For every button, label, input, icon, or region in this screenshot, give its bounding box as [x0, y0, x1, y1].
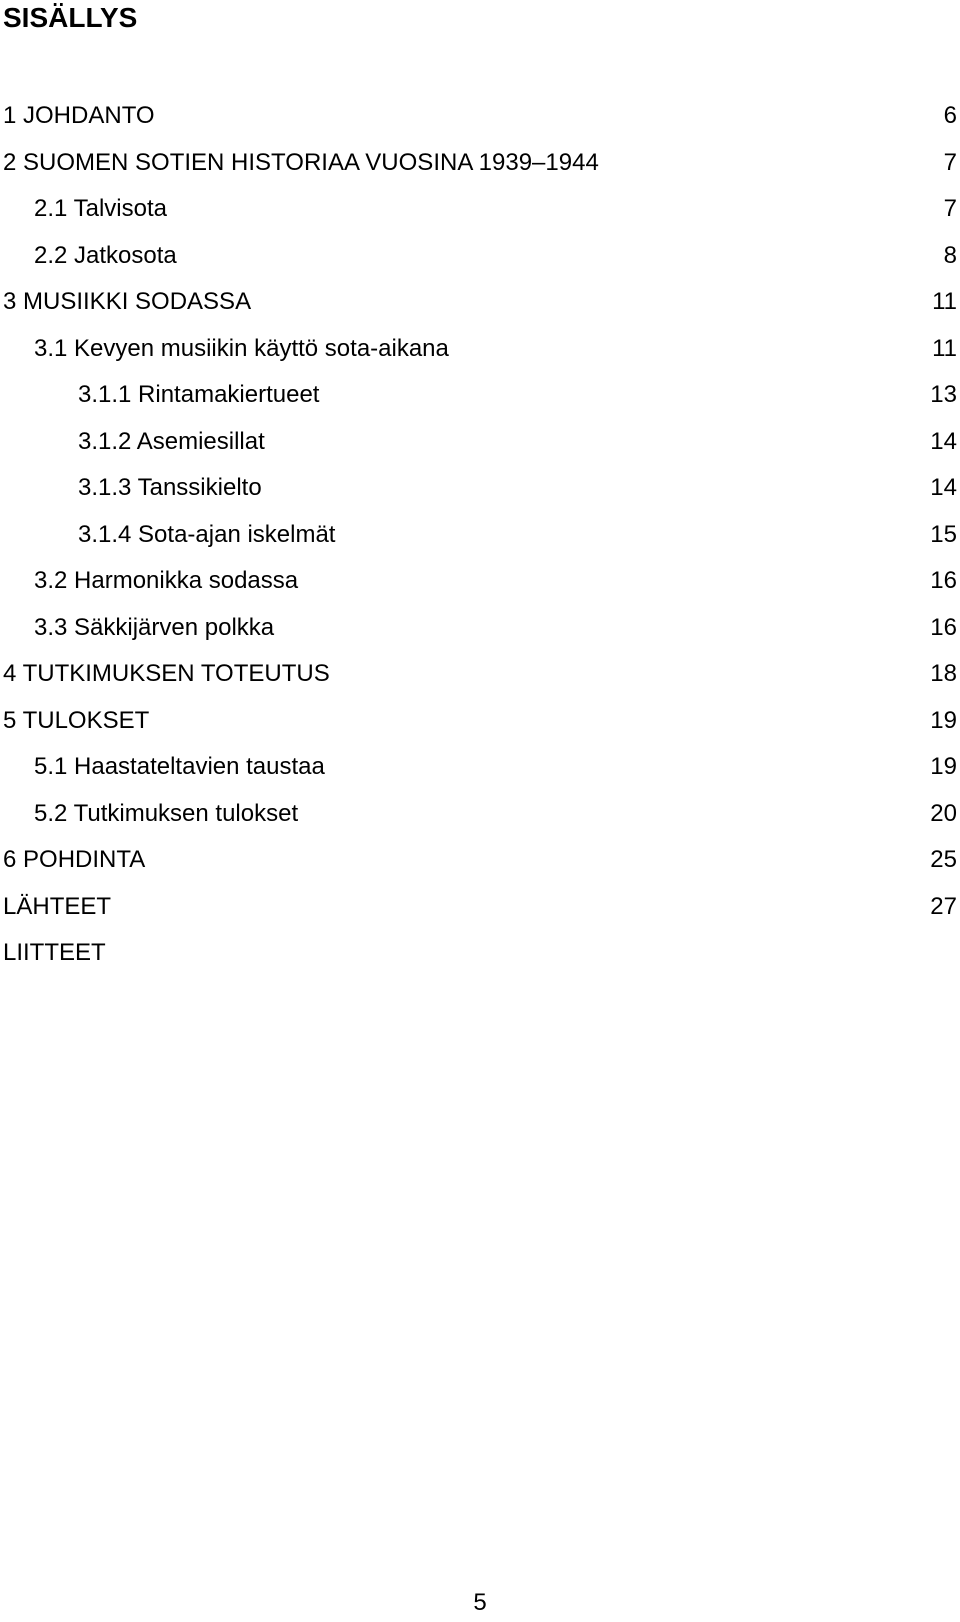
toc-entry-label: 2.2 Jatkosota — [34, 241, 177, 269]
toc-entry-label: 4 TUTKIMUKSEN TOTEUTUS — [3, 660, 330, 687]
toc-entry[interactable] — [0, 512, 960, 559]
toc-entry-page: 8 — [943, 241, 957, 269]
toc-entry[interactable] — [0, 698, 960, 745]
toc-entry-page: 19 — [930, 753, 957, 780]
toc-entry-page: 27 — [930, 892, 957, 920]
toc-entry[interactable] — [0, 930, 960, 977]
toc-entry-page: 6 — [943, 102, 957, 129]
toc-entry[interactable] — [0, 93, 960, 140]
toc-entry-label: 5.1 Haastateltavien taustaa — [34, 753, 325, 780]
toc-entry-page: 13 — [930, 381, 957, 408]
toc-entry-page: 18 — [930, 660, 957, 687]
toc-entry-page: 20 — [930, 799, 957, 827]
toc-entry-label: 2 SUOMEN SOTIEN HISTORIAA VUOSINA 1939–1944 — [3, 148, 599, 176]
toc-entry-label: 3 MUSIIKKI SODASSA — [3, 288, 252, 315]
toc-entry[interactable] — [0, 326, 960, 373]
page-number: 5 — [473, 1589, 487, 1616]
toc-entry[interactable] — [0, 744, 960, 791]
toc-entry-page: 15 — [930, 520, 957, 548]
table-of-contents — [0, 93, 960, 977]
toc-entry-page: 14 — [930, 427, 957, 455]
toc-entry[interactable] — [0, 837, 960, 884]
toc-entry[interactable] — [0, 233, 960, 280]
toc-entry-label: LIITTEET — [3, 939, 106, 966]
toc-entry[interactable] — [0, 791, 960, 838]
toc-entry[interactable] — [0, 605, 960, 652]
toc-entry-page: 11 — [932, 334, 957, 362]
toc-entry-label: 3.1.2 Asemiesillat — [78, 427, 265, 455]
toc-entry-label: LÄHTEET — [3, 892, 112, 920]
toc-entry-label: 1 JOHDANTO — [3, 102, 155, 129]
toc-entry-page: 25 — [930, 846, 957, 873]
toc-entry-label: 3.1.4 Sota-ajan iskelmät — [78, 520, 336, 548]
toc-entry-page: 16 — [930, 567, 957, 594]
toc-entry[interactable] — [0, 140, 960, 187]
toc-entry-label: 5 TULOKSET — [3, 706, 150, 734]
toc-entry-label: 2.1 Talvisota — [34, 195, 167, 222]
toc-entry-page: 11 — [932, 288, 957, 315]
toc-entry-label: 5.2 Tutkimuksen tulokset — [34, 799, 299, 827]
toc-entry[interactable] — [0, 884, 960, 931]
toc-entry-label: 3.3 Säkkijärven polkka — [34, 613, 275, 641]
page-title: SISÄLLYS — [3, 2, 138, 33]
toc-entry-page: 19 — [930, 706, 957, 734]
toc-entry-label: 3.2 Harmonikka sodassa — [34, 567, 299, 594]
toc-entry[interactable] — [0, 465, 960, 512]
toc-entry-page: 7 — [943, 148, 957, 176]
toc-entry-label: 6 POHDINTA — [3, 846, 146, 873]
toc-entry-label: 3.1.3 Tanssikielto — [78, 474, 262, 501]
toc-entry-page: 16 — [930, 613, 957, 641]
toc-entry-label: 3.1.1 Rintamakiertueet — [78, 381, 320, 408]
toc-entry-page: 14 — [930, 474, 957, 501]
toc-entry[interactable] — [0, 279, 960, 326]
toc-entry[interactable] — [0, 419, 960, 466]
toc-entry-page: 7 — [943, 195, 957, 222]
toc-entry[interactable] — [0, 372, 960, 419]
toc-entry[interactable] — [0, 558, 960, 605]
toc-entry-label: 3.1 Kevyen musiikin käyttö sota-aikana — [34, 334, 449, 362]
toc-entry[interactable] — [0, 186, 960, 233]
toc-entry[interactable] — [0, 651, 960, 698]
